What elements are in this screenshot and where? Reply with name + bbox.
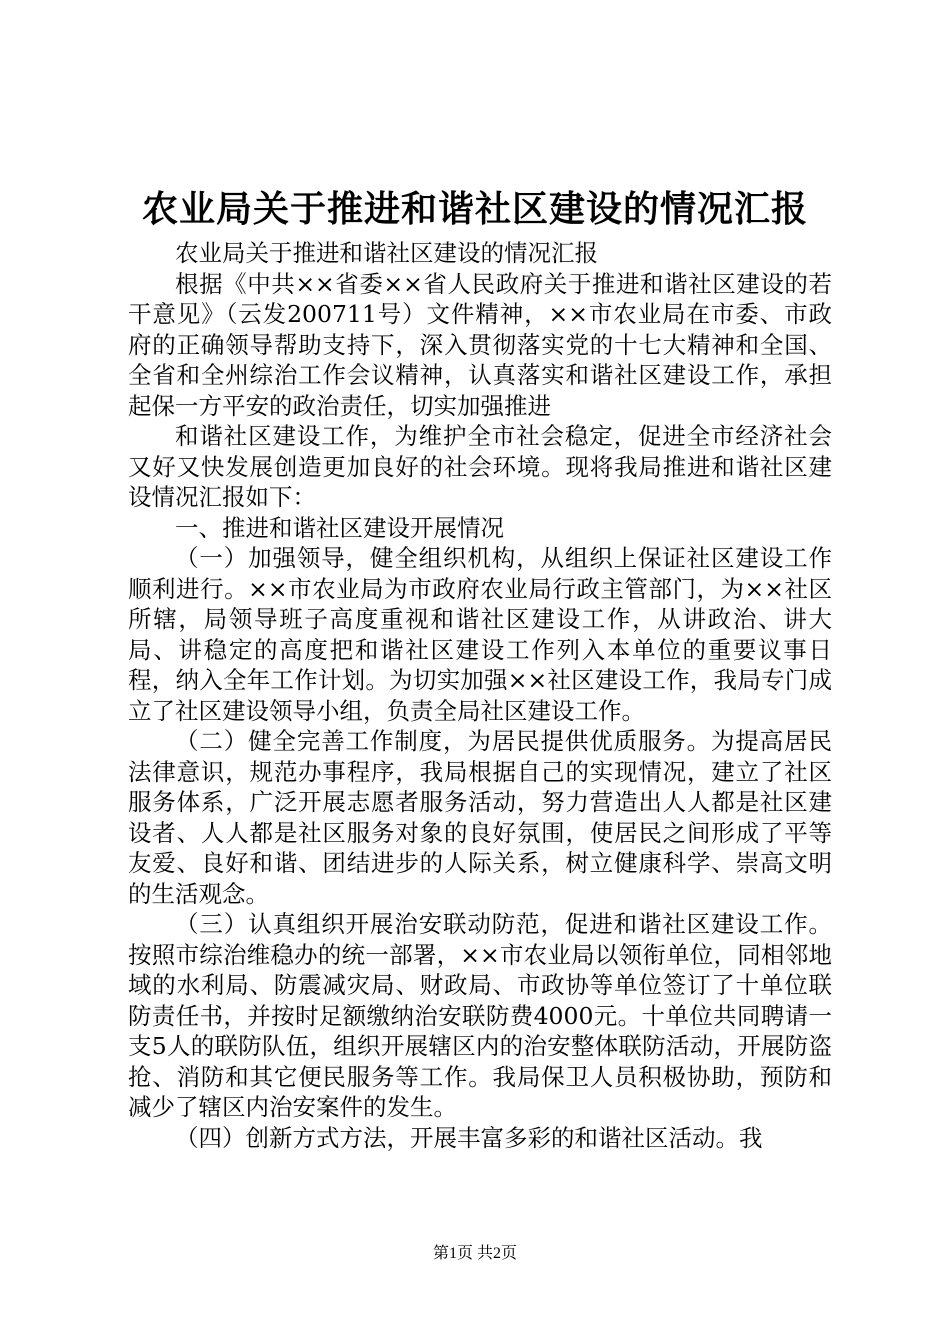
page-footer: 第1页 共2页 bbox=[432, 1245, 517, 1262]
document-title: 农业局关于推进和谐社区建设的情况汇报 bbox=[141, 188, 808, 230]
paragraph-item-2: （二）健全完善工作制度，为居民提供优质服务。为提高居民法律意识，规范办事程序，我局根据自己的实现情况，建立了社区服务体系，广泛开展志愿者服务活动，努力营造出人人都是社区建设者、人人都是社区服务对象的良好氛围，使居民之间形成了平等友爱、良好和谐、团结进步的人际关系，树立健康科学、崇高文明的生活观念。 bbox=[128, 727, 832, 908]
paragraph-intro-continued: 和谐社区建设工作，为维护全市社会稳定，促进全市经济社会又好又快发展创造更加良好的社会环境。现将我局推进和谐社区建设情况汇报如下： bbox=[128, 422, 832, 511]
document-body bbox=[128, 238, 832, 1153]
section-heading-1: 一、推进和谐社区建设开展情况 bbox=[175, 513, 504, 542]
document-subtitle: 农业局关于推进和谐社区建设的情况汇报 bbox=[175, 239, 598, 267]
paragraph-intro: 根据《中共××省委××省人民政府关于推进和谐社区建设的若干意见》（云发200711号）文件精神，××市农业局在市委、市政府的正确领导帮助支持下，深入贯彻落实党的十七大精神和全国、全省和全州综治工作会议精神，认真落实和谐社区建设工作，承担起保一方平安的政治责任，切实加强推进 bbox=[128, 269, 832, 420]
paragraph-item-3: （三）认真组织开展治安联动防范，促进和谐社区建设工作。按照市综治维稳办的统一部署，××市农业局以领衔单位，同相邻地域的水利局、防震减灾局、财政局、市政协等单位签订了十单位联防责任书，并按时足额缴纳治安联防费4000元。十单位共同聘请一支5人的联防队伍，组织开展辖区内的治安整体联防活动，开展防盗抢、消防和其它便民服务等工作。我局保卫人员积极协助，预防和减少了辖区内治安案件的发生。 bbox=[128, 910, 832, 1121]
paragraph-item-1: （一）加强领导，健全组织机构，从组织上保证社区建设工作顺利进行。××市农业局为市政府农业局行政主管部门，为××社区所辖，局领导班子高度重视和谐社区建设工作，从讲政治、讲大局、讲稳定的高度把和谐社区建设工作列入本单位的重要议事日程，纳入全年工作计划。为切实加强××社区建设工作，我局专门成立了社区建设领导小组，负责全局社区建设工作。 bbox=[128, 544, 832, 725]
paragraph-item-4: （四）创新方式方法，开展丰富多彩的和谐社区活动。我 bbox=[175, 1123, 763, 1152]
